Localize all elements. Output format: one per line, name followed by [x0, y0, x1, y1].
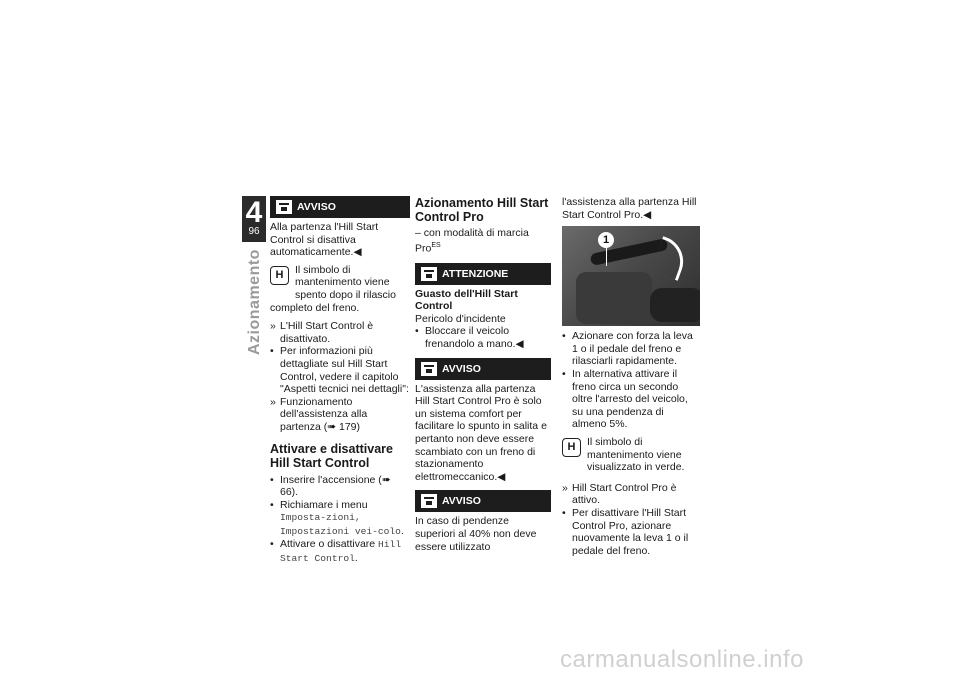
- hold-symbol-note: [270, 264, 410, 314]
- column-3: [562, 196, 700, 557]
- notice-banner: [415, 358, 551, 380]
- section-subheading: – con modalità di marcia Pro$^{ES}$: [415, 227, 529, 255]
- warning-label: ATTENZIONE: [442, 267, 509, 280]
- callout-line: [606, 248, 607, 266]
- hold-symbol-text: Il simbolo di mantenimento viene spento dopo il rilascio: [295, 263, 396, 301]
- list-item: • Bloccare il veicolo frenandolo a mano.◀: [415, 325, 524, 351]
- hold-symbol-icon: H: [270, 266, 289, 285]
- notice-text: Alla partenza l'Hill Start Control si disattiva automaticamente.◀: [270, 221, 379, 259]
- list-item: • Attivare o disattivare Hill Start Control.: [270, 538, 402, 565]
- hold-symbol-icon: H: [562, 438, 581, 457]
- instruction-list: [562, 330, 700, 431]
- switch-housing: [576, 272, 652, 324]
- callout-1: 1: [598, 232, 614, 248]
- mode-superscript: ES: [431, 241, 441, 249]
- notice-label: AVVISO: [442, 362, 481, 375]
- notice-banner: [270, 196, 410, 218]
- column-1: [270, 196, 410, 566]
- chapter-number: 4: [245, 196, 263, 229]
- page-number: 96: [248, 226, 260, 237]
- list-item: • Azionare con forza la leva 1 o il pedale del freno e rilasciarli rapidamente.: [562, 330, 693, 368]
- continuation-text: l'assistenza alla partenza Hill Start Control Pro.◀: [562, 196, 697, 221]
- warning-title: Guasto dell'Hill Start Control: [415, 287, 518, 313]
- warning-icon: [421, 267, 437, 281]
- menu-path: Imposta-zioni, Impostazioni vei-colo: [280, 512, 401, 537]
- notice-icon: [421, 494, 437, 508]
- warning-banner: [415, 263, 551, 285]
- list-item: • In alternativa attivare il freno circa un secondo oltre l'arresto del veicolo, su una pendenza di almeno 5%.: [562, 367, 688, 431]
- notice-text: In caso di pendenze superiori al 40% non deve essere utilizzato: [415, 515, 537, 553]
- handlebar-grip: [650, 288, 700, 322]
- list-item: • Per disattivare l'Hill Start Control Pro, azionare nuovamente la leva 1 o il pedale del freno.: [562, 506, 689, 557]
- list-item: » Hill Start Control Pro è attivo.: [562, 481, 677, 507]
- result-list: [270, 320, 410, 433]
- menu-item: Hill Start Control: [280, 539, 402, 565]
- section-heading: Azionamento Hill Start Control Pro: [415, 196, 549, 224]
- list-item: » L'Hill Start Control è disattivato.: [270, 320, 374, 345]
- column-2: [415, 196, 551, 553]
- list-item: • Per informazioni più dettagliate sul Hill Start Control, vedere il capitolo "Aspetti tecnici nei dettagli":: [270, 345, 409, 396]
- section-heading: Attivare e disattivare Hill Start Control: [270, 441, 393, 470]
- hold-symbol-note: [562, 436, 700, 474]
- notice-label: AVVISO: [442, 495, 481, 508]
- list-item: • Richiamare i menu Imposta-zioni, Impostazioni vei-colo.: [270, 498, 404, 537]
- chapter-tab: [242, 196, 266, 242]
- chapter-title: Azionamento: [246, 249, 263, 355]
- result-list: [562, 482, 700, 558]
- notice-icon: [421, 362, 437, 376]
- list-item: » Funzionamento dell'assistenza alla partenza (➠ 179): [270, 395, 368, 433]
- brake-lever-photo: [562, 226, 700, 326]
- list-item: • Inserire l'accensione (➠ 66).: [270, 473, 391, 499]
- hold-symbol-text: Il simbolo di mantenimento viene visualizzato in verde.: [587, 435, 685, 474]
- notice-banner: [415, 490, 551, 512]
- steps-list: [270, 474, 410, 566]
- warning-subtitle: Pericolo d'incidente: [415, 312, 506, 325]
- notice-label: AVVISO: [297, 201, 336, 213]
- site-watermark: carmanualsonline.info: [560, 646, 804, 673]
- hold-symbol-text-rest: completo del freno.: [270, 301, 360, 314]
- notice-icon: [276, 200, 292, 214]
- notice-text: L'assistenza alla partenza Hill Start Control Pro è solo un sistema comfort per facilitare lo spunto in salita e pertanto non deve essere scambiato con un freno di stazionamento elettromeccanico.◀: [415, 382, 547, 483]
